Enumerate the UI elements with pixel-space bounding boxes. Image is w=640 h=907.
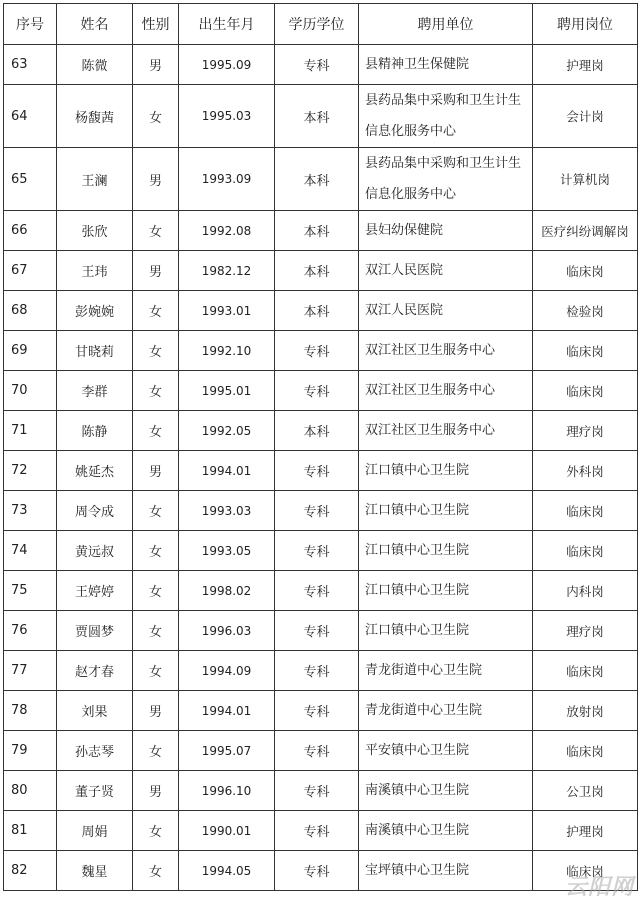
cell-unit: 双江社区卫生服务中心 [359,411,533,451]
cell-no: 81 [4,811,57,851]
cell-birth: 1998.02 [179,571,275,611]
table-row [4,531,638,571]
cell-birth: 1996.03 [179,611,275,651]
cell-birth: 1996.10 [179,771,275,811]
cell-no: 73 [4,491,57,531]
cell-no: 65 [4,148,57,211]
cell-name: 刘果 [57,691,133,731]
cell-no: 80 [4,771,57,811]
cell-no: 79 [4,731,57,771]
cell-unit: 县药品集中采购和卫生计生信息化服务中心 [359,148,533,211]
cell-unit: 南溪镇中心卫生院 [359,771,533,811]
cell-education: 专科 [275,651,359,691]
table-row [4,331,638,371]
table-header-row [4,4,638,45]
cell-education: 专科 [275,371,359,411]
cell-no: 69 [4,331,57,371]
cell-education: 专科 [275,531,359,571]
cell-education: 专科 [275,45,359,85]
header-post: 聘用岗位 [533,4,638,45]
cell-gender: 女 [133,491,179,531]
cell-education: 专科 [275,611,359,651]
cell-post: 临床岗 [533,851,638,891]
header-birth: 出生年月 [179,4,275,45]
cell-name: 周娟 [57,811,133,851]
cell-name: 魏星 [57,851,133,891]
cell-name: 陈静 [57,411,133,451]
cell-birth: 1995.03 [179,85,275,148]
cell-gender: 男 [133,771,179,811]
cell-unit: 江口镇中心卫生院 [359,571,533,611]
table-row [4,251,638,291]
cell-birth: 1992.08 [179,211,275,251]
cell-post: 临床岗 [533,331,638,371]
cell-name: 姚延杰 [57,451,133,491]
cell-no: 74 [4,531,57,571]
cell-name: 王澜 [57,148,133,211]
cell-gender: 男 [133,148,179,211]
cell-name: 陈微 [57,45,133,85]
cell-unit: 双江人民医院 [359,251,533,291]
cell-no: 82 [4,851,57,891]
cell-gender: 女 [133,371,179,411]
cell-post: 理疗岗 [533,611,638,651]
table-row [4,85,638,148]
cell-name: 贾圆梦 [57,611,133,651]
cell-unit: 江口镇中心卫生院 [359,491,533,531]
table-row [4,371,638,411]
cell-education: 专科 [275,691,359,731]
header-unit: 聘用单位 [359,4,533,45]
cell-birth: 1994.01 [179,691,275,731]
cell-education: 专科 [275,811,359,851]
cell-gender: 女 [133,651,179,691]
cell-unit: 宝坪镇中心卫生院 [359,851,533,891]
cell-unit: 县妇幼保健院 [359,211,533,251]
cell-birth: 1993.01 [179,291,275,331]
header-no: 序号 [4,4,57,45]
cell-unit: 县精神卫生保健院 [359,45,533,85]
cell-name: 赵才春 [57,651,133,691]
cell-no: 68 [4,291,57,331]
cell-gender: 男 [133,691,179,731]
cell-gender: 男 [133,251,179,291]
cell-name: 孙志琴 [57,731,133,771]
cell-no: 63 [4,45,57,85]
cell-gender: 男 [133,451,179,491]
cell-post: 临床岗 [533,371,638,411]
cell-name: 彭婉婉 [57,291,133,331]
cell-education: 本科 [275,211,359,251]
cell-post: 临床岗 [533,251,638,291]
cell-name: 王玮 [57,251,133,291]
cell-unit: 江口镇中心卫生院 [359,611,533,651]
table-row [4,491,638,531]
cell-gender: 女 [133,611,179,651]
cell-name: 张欣 [57,211,133,251]
cell-education: 专科 [275,331,359,371]
cell-gender: 男 [133,45,179,85]
cell-name: 周令成 [57,491,133,531]
site-watermark: 云阳网 [564,875,634,900]
table-row [4,291,638,331]
cell-post: 放射岗 [533,691,638,731]
hiring-table [3,3,638,891]
cell-name: 黄远叔 [57,531,133,571]
cell-education: 专科 [275,771,359,811]
cell-gender: 女 [133,571,179,611]
cell-gender: 女 [133,851,179,891]
cell-post: 外科岗 [533,451,638,491]
cell-education: 专科 [275,851,359,891]
cell-post: 会计岗 [533,85,638,148]
cell-birth: 1993.03 [179,491,275,531]
cell-birth: 1982.12 [179,251,275,291]
table-row [4,611,638,651]
cell-birth: 1992.10 [179,331,275,371]
cell-unit: 双江社区卫生服务中心 [359,371,533,411]
cell-birth: 1995.01 [179,371,275,411]
cell-education: 本科 [275,411,359,451]
cell-no: 77 [4,651,57,691]
cell-gender: 女 [133,331,179,371]
cell-post: 临床岗 [533,491,638,531]
cell-post: 临床岗 [533,731,638,771]
table-row [4,771,638,811]
cell-birth: 1990.01 [179,811,275,851]
cell-name: 杨馥茜 [57,85,133,148]
cell-no: 75 [4,571,57,611]
cell-name: 董子贤 [57,771,133,811]
cell-name: 王婷婷 [57,571,133,611]
cell-name: 李群 [57,371,133,411]
cell-birth: 1995.07 [179,731,275,771]
cell-birth: 1995.09 [179,45,275,85]
cell-gender: 女 [133,811,179,851]
cell-post: 计算机岗 [533,148,638,211]
cell-no: 78 [4,691,57,731]
cell-post: 检验岗 [533,291,638,331]
cell-education: 专科 [275,451,359,491]
cell-education: 本科 [275,291,359,331]
cell-unit: 青龙街道中心卫生院 [359,691,533,731]
cell-birth: 1992.05 [179,411,275,451]
header-education: 学历学位 [275,4,359,45]
cell-unit: 江口镇中心卫生院 [359,451,533,491]
cell-no: 67 [4,251,57,291]
cell-post: 理疗岗 [533,411,638,451]
cell-post: 临床岗 [533,651,638,691]
table-row [4,571,638,611]
cell-unit: 青龙街道中心卫生院 [359,651,533,691]
cell-gender: 女 [133,411,179,451]
cell-education: 本科 [275,251,359,291]
cell-post: 内科岗 [533,571,638,611]
cell-post: 公卫岗 [533,771,638,811]
cell-gender: 女 [133,291,179,331]
cell-education: 专科 [275,731,359,771]
cell-education: 本科 [275,85,359,148]
cell-no: 70 [4,371,57,411]
table-row [4,411,638,451]
cell-name: 甘晓莉 [57,331,133,371]
cell-no: 76 [4,611,57,651]
cell-birth: 1993.09 [179,148,275,211]
table-row [4,451,638,491]
cell-unit: 县药品集中采购和卫生计生信息化服务中心 [359,85,533,148]
table-row [4,211,638,251]
cell-birth: 1993.05 [179,531,275,571]
table-row [4,45,638,85]
cell-post: 护理岗 [533,811,638,851]
cell-gender: 女 [133,731,179,771]
cell-education: 专科 [275,491,359,531]
cell-unit: 江口镇中心卫生院 [359,531,533,571]
cell-unit: 双江人民医院 [359,291,533,331]
cell-birth: 1994.05 [179,851,275,891]
table-row [4,691,638,731]
cell-no: 72 [4,451,57,491]
table-row [4,148,638,211]
cell-unit: 双江社区卫生服务中心 [359,331,533,371]
cell-no: 64 [4,85,57,148]
cell-post: 医疗纠纷调解岗 [533,211,638,251]
cell-gender: 女 [133,211,179,251]
cell-unit: 平安镇中心卫生院 [359,731,533,771]
cell-birth: 1994.09 [179,651,275,691]
table-body [4,45,638,891]
cell-post: 护理岗 [533,45,638,85]
header-gender: 性别 [133,4,179,45]
cell-birth: 1994.01 [179,451,275,491]
table-row [4,651,638,691]
cell-no: 71 [4,411,57,451]
cell-gender: 女 [133,85,179,148]
cell-gender: 女 [133,531,179,571]
cell-post: 临床岗 [533,531,638,571]
cell-unit: 南溪镇中心卫生院 [359,811,533,851]
header-name: 姓名 [57,4,133,45]
table-row [4,811,638,851]
table-row [4,851,638,891]
cell-education: 本科 [275,148,359,211]
cell-no: 66 [4,211,57,251]
cell-education: 专科 [275,571,359,611]
table-row [4,731,638,771]
